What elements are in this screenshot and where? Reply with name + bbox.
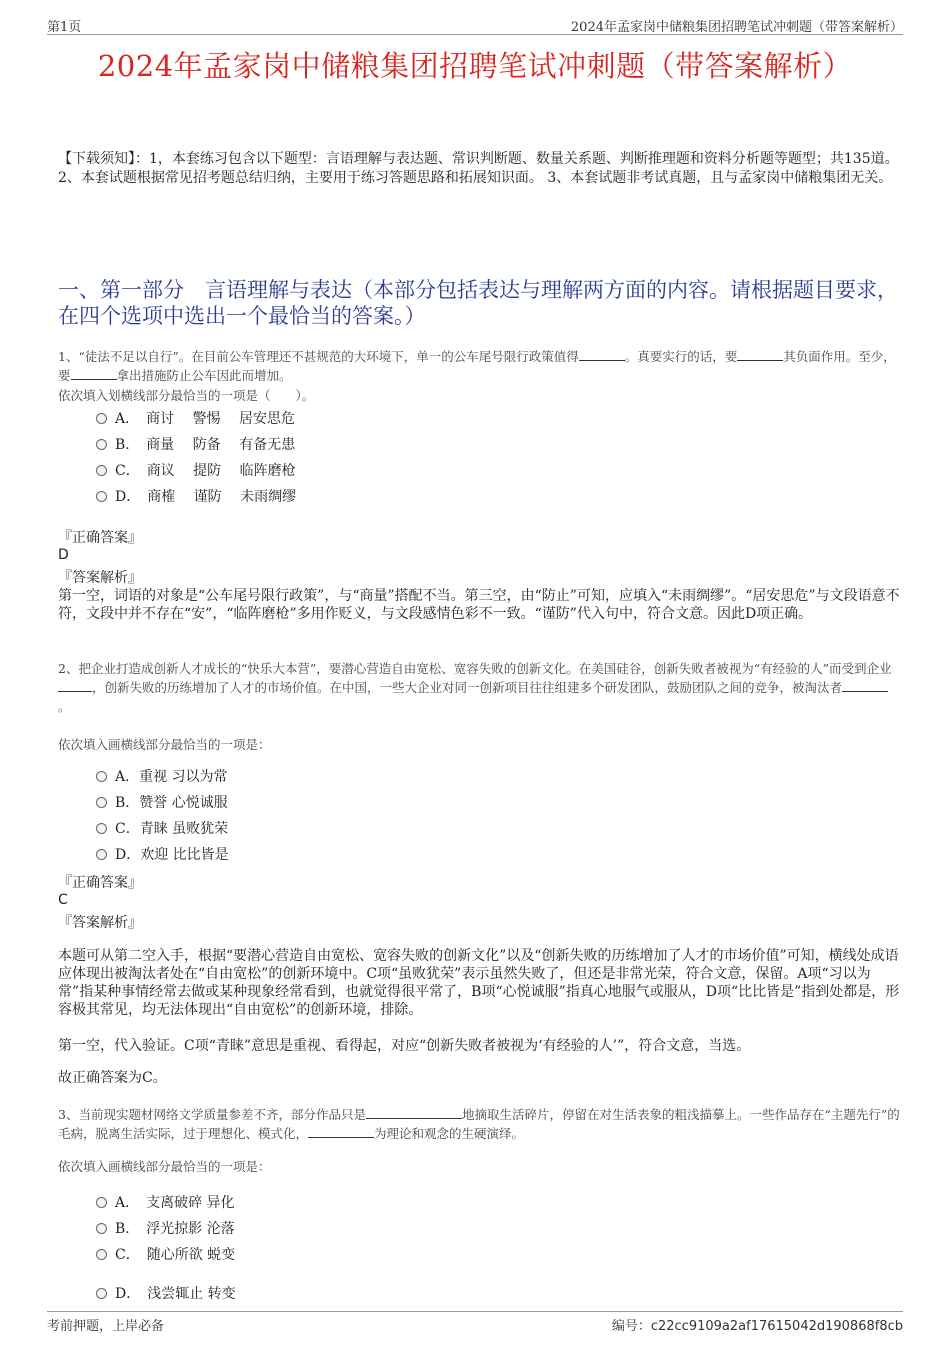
- page-footer: [47, 1311, 903, 1332]
- q3-option-b[interactable]: B． 浮光掠影 沦落: [96, 1219, 235, 1239]
- q1-answer-label: 『正确答案』: [58, 530, 142, 546]
- page-title: 2024年孟家岗中储粮集团招聘笔试冲刺题（带答案解析）: [97, 49, 853, 83]
- radio-icon[interactable]: [96, 1288, 107, 1299]
- download-notice: 【下载须知】：1，本套练习包含以下题型：言语理解与表达题、常识判断题、数量关系题、判断推理题和资料分析题等题型；共135道。 2、本套试题根据常见招考题总结归纳，主要用于练习答题思路和拓展知识面。 3、本套试题非考试真题，且与孟家岗中储粮集团无关。: [58, 151, 899, 186]
- q2-answer-label: 『正确答案』: [58, 875, 142, 891]
- q1-option-c[interactable]: C． 商议 提防 临阵磨枪: [96, 461, 296, 481]
- blank-line: [58, 679, 92, 692]
- footer-code-label: 编号：: [611, 1319, 651, 1334]
- page-header: [47, 14, 903, 35]
- question-2-stem: 2、把企业打造成创新人才成长的“快乐大本营”，要潜心营造自由宽松、宽容失败的创新文化。在美国硅谷，创新失败者被视为“有经验的人”而受到企业，创新失败的历练增加了人才的市场价值。在中国，一些大企业对同一创新项目往往组建多个研发团队，鼓励团队之间的竞争，被淘汰者。: [58, 661, 892, 714]
- radio-icon[interactable]: [96, 797, 107, 808]
- radio-icon[interactable]: [96, 771, 107, 782]
- page-number-label: 第1页: [47, 20, 82, 35]
- q2-analysis-1: 本题可从第二空入手，根据“要潜心营造自由宽松、宽容失败的创新文化”以及“创新失败的历练增加了人才的市场价值”可知，横线处成语应体现出被淘汰者处在“自由宽松”的创新环境中。C项“虽败犹荣”表示虽然失败了，但还是非常光荣，符合文意，保留。A项“习以为常”指某种事情经常去做或某种现象经常看到，也就觉得很平常了，B项“心悦诚服”指真心地服气或服从，D项“比比皆是”指到处都是，形容极其常见，均无法体现出“自由宽松”的创新环境，排除。: [58, 948, 900, 1018]
- section-title: 一、第一部分 言语理解与表达（本部分包括表达与理解两方面的内容。请根据题目要求，在四个选项中选出一个最恰当的答案。）: [58, 278, 898, 328]
- q2-option-d[interactable]: D．欢迎 比比皆是: [96, 845, 229, 865]
- question-3-stem: 3、当前现实题材网络文学质量参差不齐，部分作品只是 地摘取生活碎片，停留在对生活表象的粗浅描摹上。一些作品存在“主题先行”的毛病，脱离生活实际，过于理想化、模式化， 为理论和观念的生硬演绎。: [58, 1107, 900, 1141]
- radio-icon[interactable]: [96, 491, 107, 502]
- q2-option-b[interactable]: B．赞誉 心悦诚服: [96, 793, 228, 813]
- radio-icon[interactable]: [96, 823, 107, 834]
- q2-analysis-label: 『答案解析』: [58, 915, 142, 931]
- q1-analysis: 第一空，词语的对象是“公车尾号限行政策”，与“商量”搭配不当。第三空，由“防止”可知，应填入“未雨绸缪”。“居安思危”与文段语意不符，文段中并不存在“安”，“临阵磨枪”多用作贬义，与文段感情色彩不一致。“谨防”代入句中，符合文意。因此D项正确。: [58, 588, 900, 622]
- q1-answer: D: [58, 547, 69, 563]
- radio-icon[interactable]: [96, 1249, 107, 1260]
- q3-option-c[interactable]: C． 随心所欲 蜕变: [96, 1245, 235, 1265]
- footer-slogan: 考前押题，上岸必备: [47, 1319, 165, 1334]
- blank-line: [71, 367, 117, 380]
- radio-icon[interactable]: [96, 439, 107, 450]
- blank-line: [579, 348, 625, 361]
- radio-icon[interactable]: [96, 849, 107, 860]
- blank-line: [308, 1125, 374, 1138]
- q1-option-b[interactable]: B． 商量 防备 有备无患: [96, 435, 295, 455]
- q2-option-a[interactable]: A．重视 习以为常: [96, 767, 228, 787]
- q3-option-d[interactable]: D． 浅尝辄止 转变: [96, 1284, 236, 1304]
- question-3-prompt: 依次填入画横线部分最恰当的一项是：: [58, 1159, 271, 1174]
- header-doc-title: 2024年孟家岗中储粮集团招聘笔试冲刺题（带答案解析）: [570, 20, 903, 35]
- footer-code-value: c22cc9109a2af17615042d190868f8cb: [650, 1319, 903, 1334]
- question-1-stem: 1、“徒法不足以自行”。在目前公车管理还不甚规范的大环境下，单一的公车尾号限行政策值得 。真要实行的话，要 其负面作用。至少，要 拿出措施防止公车因此而增加。: [58, 349, 896, 383]
- q1-option-a[interactable]: A． 商讨 警惕 居安思危: [96, 409, 295, 429]
- q1-analysis-label: 『答案解析』: [58, 570, 142, 586]
- radio-icon[interactable]: [96, 413, 107, 424]
- blank-line: [366, 1106, 462, 1119]
- question-1-prompt: 依次填入划横线部分最恰当的一项是（ ）。: [58, 388, 315, 403]
- question-2-prompt: 依次填入画横线部分最恰当的一项是：: [58, 737, 271, 752]
- q2-analysis-2: 第一空，代入验证。C项“青睐”意思是重视、看得起，对应“创新失败者被视为‘有经验的人’”，符合文意，当选。: [58, 1038, 751, 1054]
- radio-icon[interactable]: [96, 1197, 107, 1208]
- blank-line: [842, 679, 888, 692]
- q2-answer: C: [58, 892, 68, 908]
- q1-option-d[interactable]: D． 商榷 谨防 未雨绸缪: [96, 487, 296, 507]
- q3-option-a[interactable]: A． 支离破碎 异化: [96, 1193, 235, 1213]
- blank-line: [737, 348, 783, 361]
- q2-analysis-3: 故正确答案为C。: [58, 1070, 167, 1086]
- q2-option-c[interactable]: C．青睐 虽败犹荣: [96, 819, 228, 839]
- radio-icon[interactable]: [96, 1223, 107, 1234]
- footer-code: [612, 1315, 903, 1334]
- radio-icon[interactable]: [96, 465, 107, 476]
